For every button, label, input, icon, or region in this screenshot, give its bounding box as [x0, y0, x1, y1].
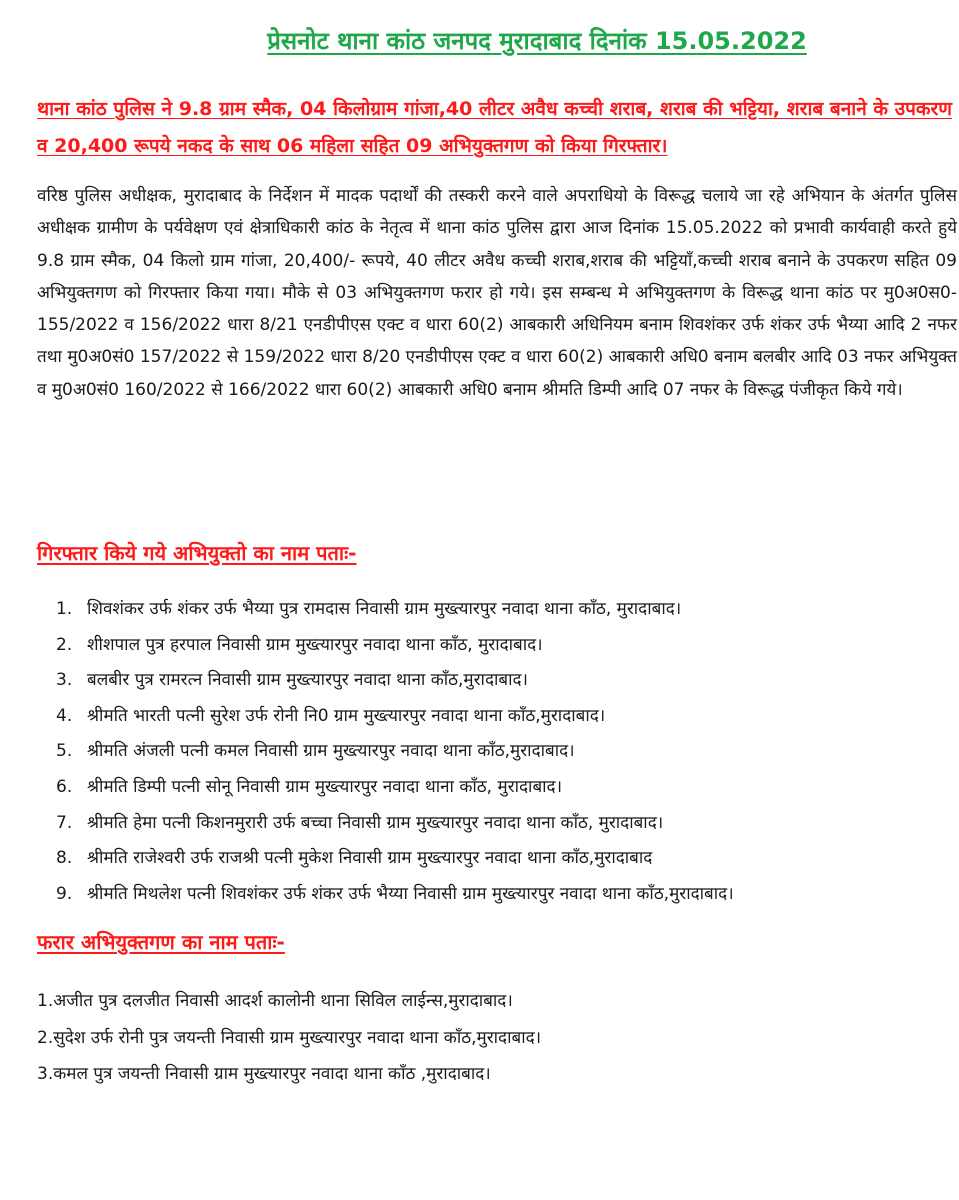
list-item	[50, 877, 955, 913]
item-number: 3.	[56, 670, 73, 691]
press-note-title: प्रेसनोट थाना कांठ जनपद मुरादाबाद दिनांक 15.05.2022	[267, 27, 807, 55]
item-number: 9.	[56, 883, 73, 904]
list-item: 1.अजीत पुत्र दलजीत निवासी आदर्श कालोनी थाना सिविल लाईन्स,मुरादाबाद।	[37, 991, 513, 1011]
item-number: 5.	[56, 741, 73, 762]
list-item	[50, 770, 955, 806]
item-number: 4.	[56, 705, 73, 726]
item-text: शीशपाल पुत्र हरपाल निवासी ग्राम मुख्त्यारपुर नवादा थाना काँठ, मुरादाबाद।	[87, 634, 543, 655]
arrested-list	[50, 592, 955, 912]
list-item	[50, 699, 955, 735]
list-item	[50, 628, 955, 664]
body-paragraph: वरिष्ठ पुलिस अधीक्षक, मुरादाबाद के निर्देशन में मादक पदार्थों की तस्करी करने वाले अपराधियो के विरूद्ध चलाये जा रहे अभियान के अंतर्गत पुलिस अधीक्षक ग्रामीण के पर्यवेक्षण एवं क्षेत्राधिकारी कांठ के नेतृत्व में थाना कांठ पुलिस द्वारा आज दिनांक 15.05.2022 को प्रभावी कार्यवाही करते हुये 9.8 ग्राम स्मैक, 04 किलो ग्राम गांजा, 20,400/- रूपये, 40 लीटर अवैध कच्ची शराब,शराब की भट्टियाँ,कच्ची शराब बनाने के उपकरण सहित 09 अभियुक्तगण को गिरफ्तार किया गया। मौके से 03 अभियुक्तगण फरार हो गये। इस सम्बन्ध मे अभियुक्तगण के विरूद्ध थाना कांठ पर मु0अ0स0- 155/2022 व 156/2022 धारा 8/21 एनडीपीएस एक्ट व धारा 60(2) आबकारी अधिनियम बनाम शिवशंकर उर्फ शंकर उर्फ भैय्या आदि 2 नफर तथा मु0अ0सं0 157/2022 से 159/2022 धारा 8/20 एनडीपीएस एक्ट व धारा 60(2) आबकारी अधि0 बनाम बलबीर आदि 03 नफर अभियुक्त व मु0अ0सं0 160/2022 से 166/2022 धारा 60(2) आबकारी अधि0 बनाम श्रीमति डिम्पी आदि 07 नफर के विरूद्ध पंजीकृत किये गये।	[37, 186, 957, 400]
absconding-list	[37, 983, 952, 1093]
item-number: 1.	[56, 599, 73, 619]
item-text: श्रीमति राजेश्वरी उर्फ राजश्री पत्नी मुकेश निवासी ग्राम मुख्त्यारपुर नवादा थाना काँठ,मुरादाबाद	[87, 848, 653, 869]
list-item	[50, 592, 955, 628]
list-item	[50, 841, 955, 877]
item-text: श्रीमति हेमा पत्नी किशनमुरारी उर्फ बच्चा निवासी ग्राम मुख्त्यारपुर नवादा थाना काँठ, मुरादाबाद।	[87, 812, 664, 833]
item-text: श्रीमति अंजली पत्नी कमल निवासी ग्राम मुख्त्यारपुर नवादा थाना काँठ,मुरादाबाद।	[87, 741, 575, 762]
item-text: शिवशंकर उर्फ शंकर उर्फ भैय्या पुत्र रामदास निवासी ग्राम मुख्त्यारपुर नवादा थाना काँठ, मुरादाबाद।	[87, 599, 682, 619]
item-text: श्रीमति भारती पत्नी सुरेश उर्फ रोनी नि0 ग्राम मुख्त्यारपुर नवादा थाना काँठ,मुरादाबाद।	[87, 705, 606, 726]
item-text: बलबीर पुत्र रामरत्न निवासी ग्राम मुख्त्यारपुर नवादा थाना काँठ,मुरादाबाद।	[87, 670, 528, 691]
item-number: 6.	[56, 776, 73, 797]
item-number: 2.	[56, 634, 73, 655]
list-item: 3.कमल पुत्र जयन्ती निवासी ग्राम मुख्त्यारपुर नवादा थाना काँठ ,मुरादाबाद।	[37, 1064, 491, 1084]
list-item	[50, 734, 955, 770]
item-number: 7.	[56, 812, 73, 833]
item-number: 8.	[56, 848, 73, 869]
headline: थाना कांठ पुलिस ने 9.8 ग्राम स्मैक, 04 किलोग्राम गांजा,40 लीटर अवैध कच्ची शराब, शराब की भट्टिया, शराब बनाने के उपकरण व 20,400 रूपये नकद के साथ 06 महिला सहित 09 अभियुक्तगण को किया गिरफ्तार।	[37, 98, 952, 157]
item-text: श्रीमति मिथलेश पत्नी शिवशंकर उर्फ शंकर उर्फ भैय्या निवासी ग्राम मुख्त्यारपुर नवादा थाना काँठ,मुरादाबाद।	[87, 883, 734, 904]
list-item	[50, 806, 955, 842]
list-item: 2.सुदेश उर्फ रोनी पुत्र जयन्ती निवासी ग्राम मुख्त्यारपुर नवादा थाना काँठ,मुरादाबाद।	[37, 1027, 542, 1048]
item-text: श्रीमति डिम्पी पत्नी सोनू निवासी ग्राम मुख्त्यारपुर नवादा थाना काँठ, मुरादाबाद।	[87, 776, 563, 797]
absconding-heading: फरार अभियुक्तगण का नाम पताः-	[37, 930, 285, 954]
list-item	[50, 663, 955, 699]
arrested-heading: गिरफ्तार किये गये अभियुक्तो का नाम पताः-	[37, 541, 357, 565]
